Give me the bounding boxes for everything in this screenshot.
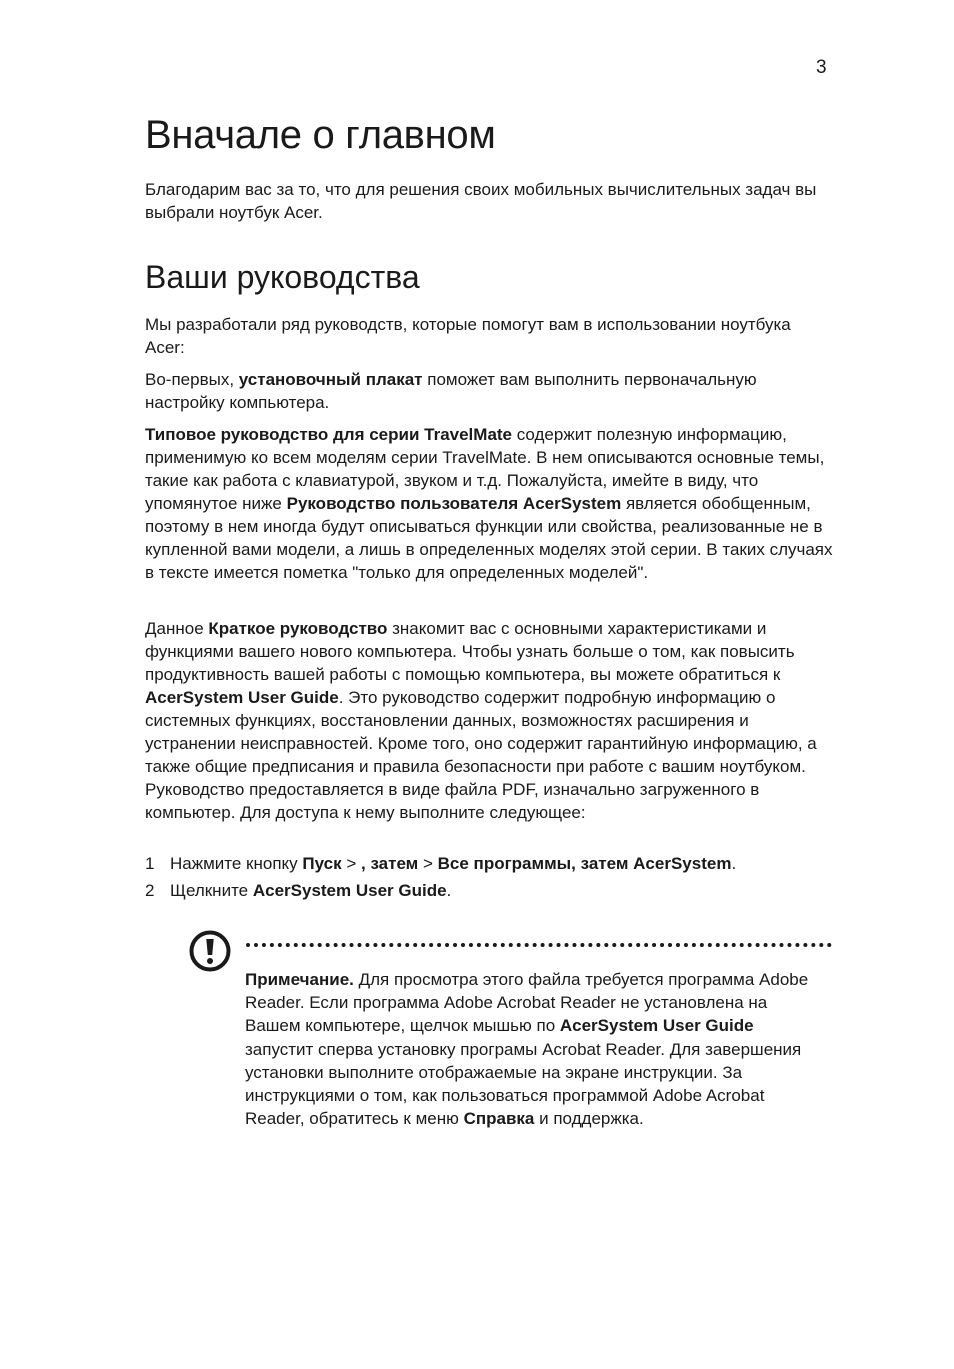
guides-paragraph: Мы разработали ряд руководств, которые помогут вам в использовании ноутбука Acer: bbox=[145, 315, 791, 357]
note-text: Примечание. Для просмотра этого файла требуется программа Adobe Reader. Если программа Adobe Acrobat Reader не установлена на Вашем компьютере, щелчок мышью по AcerSystem User Guide запустит сперва установку програмы Acrobat Reader. Для завершения установки выполните отображаемые на экране инструкции. За инструкциями о том, как пользоваться программой Adobe Acrobat Reader, обратитесь к меню Справка и поддержка. bbox=[245, 970, 809, 1129]
page-title: Вначале о главном bbox=[145, 113, 496, 157]
step-item: 1 Нажмите кнопку Пуск > , затем > Все программы, затем AcerSystem. bbox=[145, 854, 737, 873]
poster-paragraph: Во-первых, установочный плакат поможет вам выполнить первоначальную настройку компьютера. bbox=[145, 370, 757, 412]
intro-paragraph: Благодарим вас за то, что для решения своих мобильных вычислительных задач вы выбрали ноутбук Acer. bbox=[145, 180, 817, 222]
note-divider bbox=[246, 943, 832, 947]
step-item: 2 Щелкните AcerSystem User Guide. bbox=[145, 881, 452, 900]
exclamation-circle-icon bbox=[188, 929, 232, 973]
section-title: Ваши руководства bbox=[145, 259, 420, 295]
generic-guide-paragraph: Типовое руководство для серии TravelMate содержит полезную информацию, применимую ко всем моделям серии TravelMate. В нем описываются основные темы, такие как работа с клавиатурой, звуком и т.д. Пожалуйста, имейте в виду, что упомянутое ниже Руководство пользователя AcerSystem является обобщенным, поэтому в нем иногда будут описываться функции или свойства, реализованные не в купленной вами модели, а лишь в определенных моделях этой серии. В таких случаях в тексте имеется пометка "только для определенных моделей". bbox=[145, 425, 833, 582]
quick-guide-paragraph: Данное Краткое руководство знакомит вас с основными характеристиками и функциями вашего нового компьютера. Чтобы узнать больше о том, как повысить продуктивность вашей работы с помощью компьютера, вы можете обратиться к AcerSystem User Guide. Это руководство содержит подробную информацию о системных функциях, восстановлении данных, возможностях расширения и устранении неисправностей. Кроме того, оно содержит гарантийную информацию, а также общие предписания и правила безопасности при работе с вашим ноутбуком. Руководство предоставляется в виде файла PDF, изначально загруженного в компьютер. Для доступа к нему выполните следующее: bbox=[145, 619, 817, 822]
page-number: 3 bbox=[816, 57, 827, 78]
